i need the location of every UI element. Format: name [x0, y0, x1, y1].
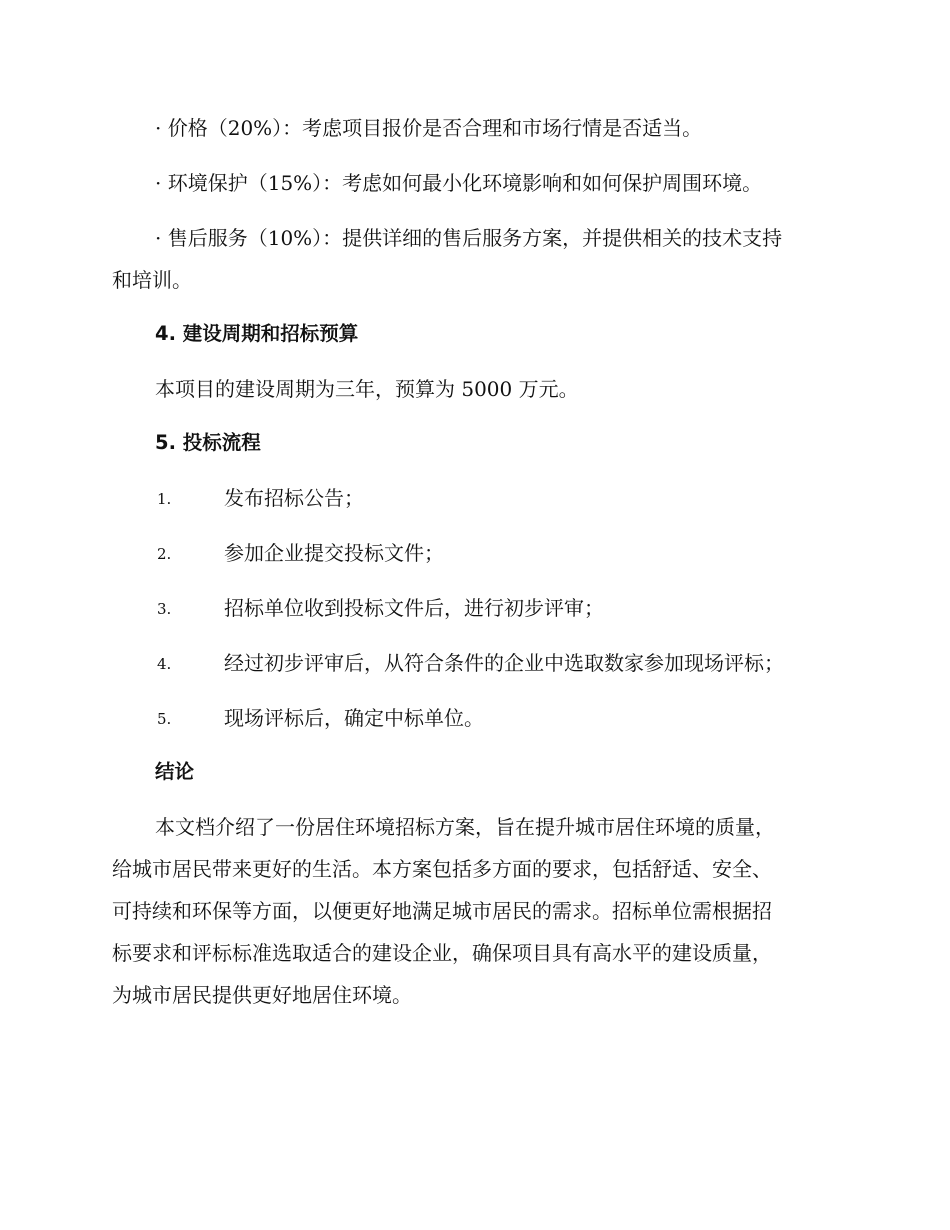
section4-heading: 4. 建设周期和招标预算: [155, 322, 359, 345]
bullet-after-sales-cont: 和培训。: [112, 268, 192, 292]
step-text: 发布招标公告；: [224, 486, 364, 510]
step-number: 5.: [157, 710, 172, 728]
conclusion-line: 为城市居民提供更好地居住环境。: [112, 983, 412, 1007]
section5-heading: 5. 投标流程: [155, 431, 261, 454]
step-number: 2.: [157, 545, 172, 563]
step-number: 4.: [157, 655, 172, 673]
step-number: 3.: [157, 600, 172, 618]
conclusion-line: 给城市居民带来更好的生活。本方案包括多方面的要求，包括舒适、安全、: [112, 857, 772, 881]
bullet-after-sales: · 售后服务（10%）：提供详细的售后服务方案，并提供相关的技术支持: [155, 226, 783, 250]
conclusion-line: 可持续和环保等方面，以便更好地满足城市居民的需求。招标单位需根据招: [112, 899, 772, 923]
step-number: 1.: [157, 490, 172, 508]
conclusion-heading: 结论: [155, 760, 195, 783]
section4-body: 本项目的建设周期为三年，预算为 5000 万元。: [155, 377, 579, 401]
conclusion-line: 标要求和评标标准选取适合的建设企业，确保项目具有高水平的建设质量，: [112, 941, 772, 965]
conclusion-line: 本文档介绍了一份居住环境招标方案，旨在提升城市居住环境的质量，: [155, 815, 775, 839]
bullet-price: · 价格（20%）：考虑项目报价是否合理和市场行情是否适当。: [155, 116, 703, 140]
step-text: 参加企业提交投标文件；: [224, 541, 444, 565]
step-text: 经过初步评审后，从符合条件的企业中选取数家参加现场评标；: [224, 651, 784, 675]
step-text: 招标单位收到投标文件后，进行初步评审；: [224, 596, 604, 620]
bullet-environment: · 环境保护（15%）：考虑如何最小化环境影响和如何保护周围环境。: [155, 171, 763, 195]
step-text: 现场评标后，确定中标单位。: [224, 706, 484, 730]
